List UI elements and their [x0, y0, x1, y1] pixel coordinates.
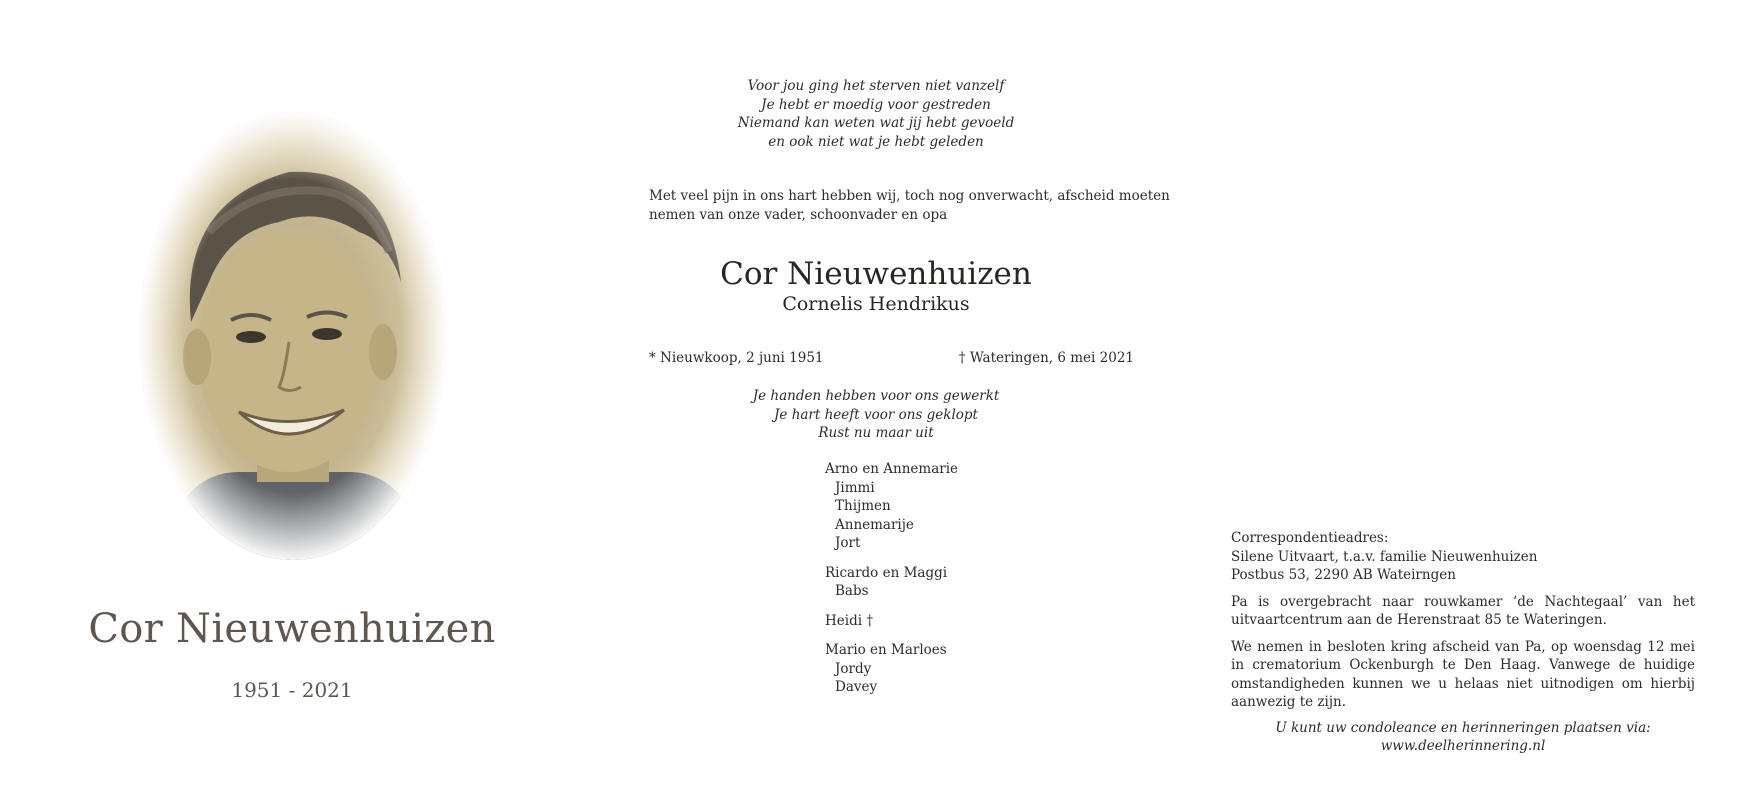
condolence-website[interactable]: www.deelherinnering.nl	[1380, 738, 1546, 754]
condolence-text: U kunt uw condoleance en herinneringen plaatsen via:	[1275, 719, 1651, 736]
family-child: Thijmen	[835, 498, 891, 514]
ceremony-paragraph: We nemen in besloten kring afscheid van Pa, op woensdag 12 mei in crematorium Ockenburgh te Den Haag. Vanwege de huidige omstandigheden kunnen we u helaas niet uitnodigen om hierbij aanwezig te zijn.	[1231, 638, 1695, 710]
address-line: Silene Uitvaart, t.a.v. familie Nieuwenhuizen	[1231, 548, 1538, 565]
poem-line: Niemand kan weten wat jij hebt gevoeld	[737, 115, 1015, 131]
poem-line: Je hart heeft voor ons geklopt	[774, 406, 978, 423]
family-child: Annemarije	[835, 516, 914, 533]
poem-top	[584, 77, 1168, 151]
family-child: Jort	[835, 535, 861, 551]
address-line: Postbus 53, 2290 AB Wateirngen	[1231, 567, 1456, 583]
family-head: Ricardo en Maggi	[825, 564, 948, 581]
family-list	[825, 460, 958, 708]
address-line: Correspondentieadres:	[1231, 530, 1389, 546]
announcement-text	[649, 187, 1170, 225]
intro-line: nemen van onze vader, schoonvader en opa	[649, 207, 948, 223]
given-names: Cornelis Hendrikus	[782, 293, 970, 315]
poem-line: en ook niet wat je hebt geleden	[768, 133, 984, 150]
family-group	[825, 460, 958, 553]
deceased-name: Cor Nieuwenhuizen	[720, 256, 1032, 292]
life-years: 1951 - 2021	[231, 678, 353, 702]
intro-line: Met veel pijn in ons hart hebben wij, toch nog onverwacht, afscheid moeten	[649, 188, 1170, 204]
middle-panel	[584, 0, 1168, 807]
condolence-note	[1231, 719, 1695, 756]
family-head: Mario en Marloes	[825, 642, 947, 658]
family-child: Davey	[835, 679, 878, 695]
family-group	[825, 564, 958, 601]
poem-line: Rust nu maar uit	[818, 425, 934, 441]
portrait-photo	[139, 112, 447, 560]
poem-line: Voor jou ging het sterven niet vanzelf	[747, 78, 1005, 94]
practical-info	[1231, 529, 1695, 756]
deceased-name-cover: Cor Nieuwenhuizen	[88, 606, 496, 652]
family-group	[825, 641, 958, 697]
poem-line: Je handen hebben voor ons gewerkt	[752, 388, 1000, 404]
death-date: † Wateringen, 6 mei 2021	[958, 350, 1134, 366]
funeral-home-paragraph: Pa is overgebracht naar rouwkamer ‘de Nachtegaal’ van het uitvaartcentrum aan de Herenstraat 85 te Wateringen.	[1231, 593, 1695, 628]
birth-date: * Nieuwkoop, 2 juni 1951	[649, 350, 824, 366]
family-child: Babs	[835, 583, 869, 599]
family-child: Jordy	[835, 660, 872, 677]
portrait-illustration	[139, 112, 447, 560]
right-panel	[1168, 0, 1752, 807]
poem-line: Je hebt er moedig voor gestreden	[761, 96, 991, 113]
family-child: Jimmi	[835, 479, 875, 496]
poem-bottom	[584, 387, 1168, 443]
family-group	[825, 612, 958, 631]
family-head: Heidi †	[825, 612, 874, 629]
family-head: Arno en Annemarie	[825, 461, 959, 477]
correspondence-address	[1231, 529, 1695, 585]
left-panel	[0, 0, 584, 807]
